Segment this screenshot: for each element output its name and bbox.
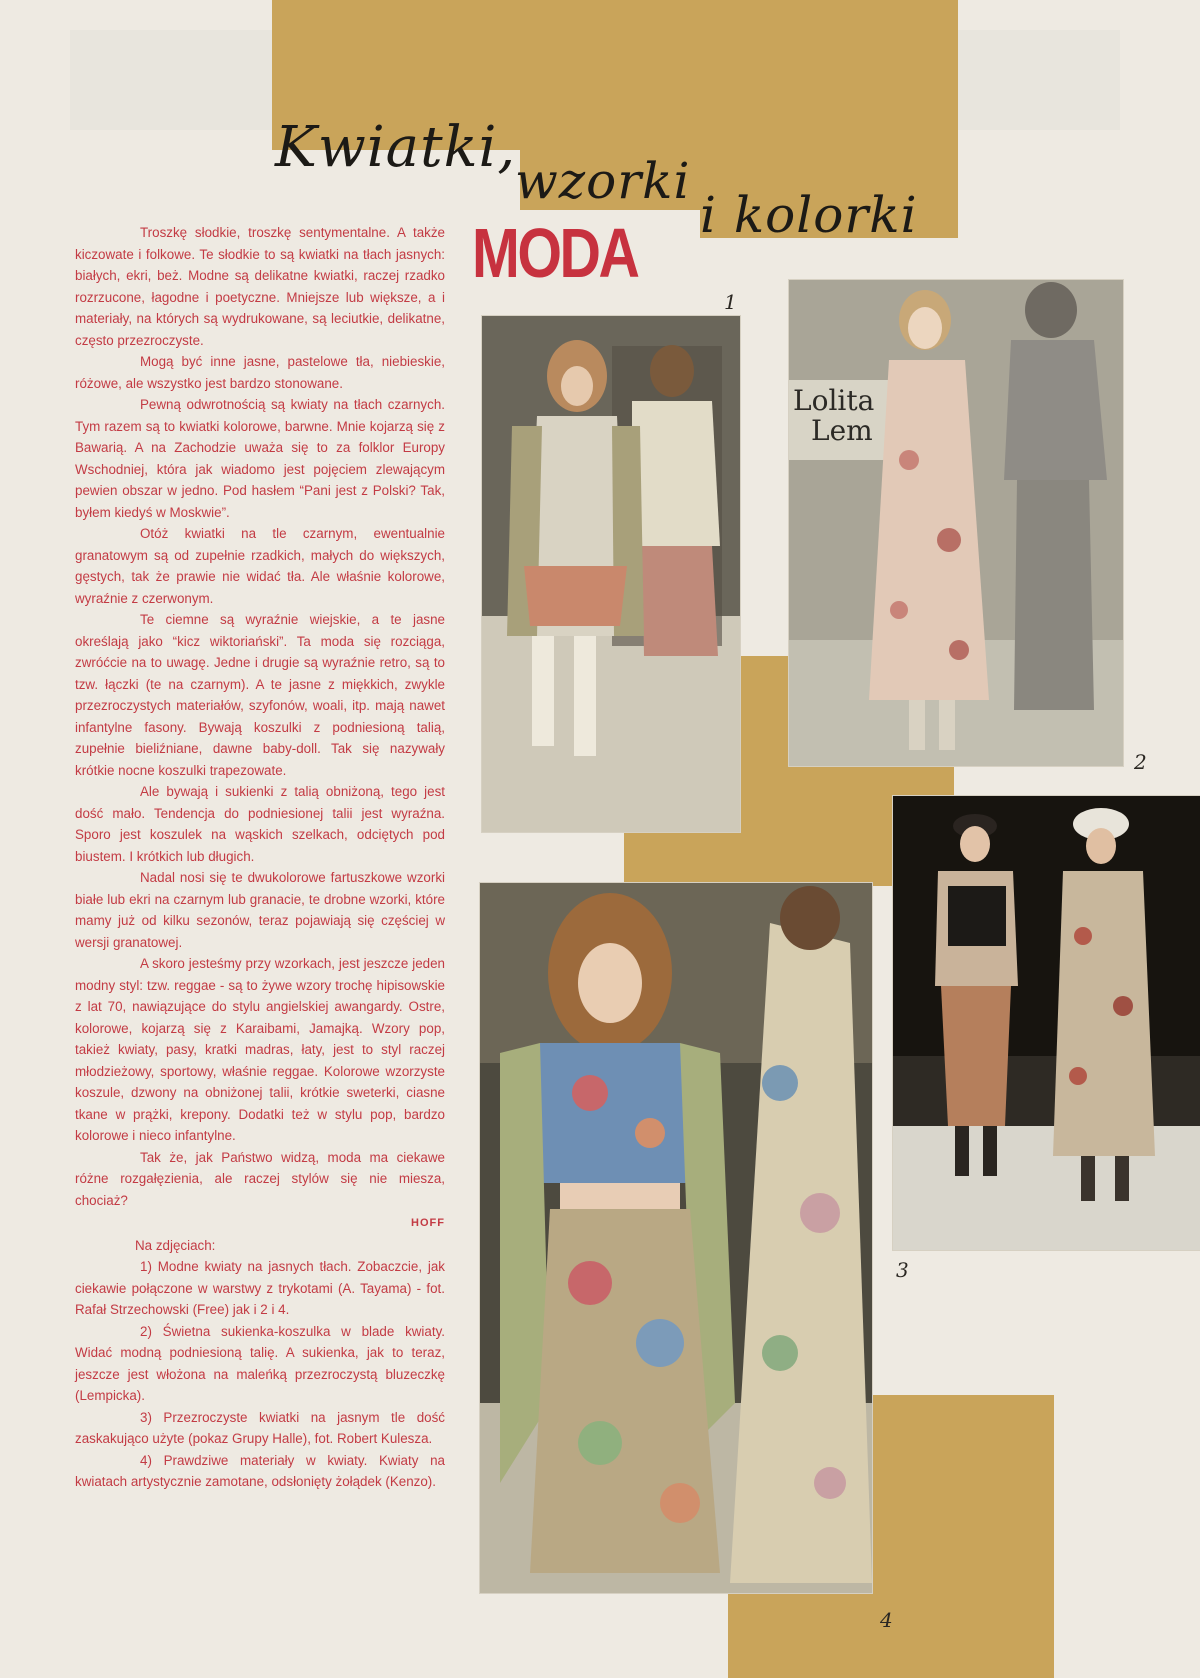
runway-photo-3 — [893, 796, 1200, 1250]
photo-caption: 2) Świetna sukienka-koszulka w blade kwiaty. Widać modną podniesioną talię. A sukienka, jak to teraz, jeszcze jest włożona na maleńką przezroczystą bluzeczkę (Lempicka). — [75, 1323, 445, 1403]
photo-caption: 1) Modne kwiaty na jasnych tłach. Zobaczcie, jak ciekawie połączone w warstwy z trykotami (A. Tayama) - fot. Rafał Strzechowski (Free) jak i 2 i 4. — [75, 1259, 445, 1317]
article-paragraph: Troszkę słodkie, troszkę sentymentalne. A także kiczowate i folkowe. Te słodkie to są kwiatki na tłach jasnych: białych, ekri, beż. Modne są delikatne kwiatki, raczej rzadko rozrzucone, łagodne i poetyczne. Mniejsze lub większe, a i materiały, na których są wydrukowane, są leciutkie, delikatne, często przezroczyste. — [75, 225, 445, 348]
article-paragraph: A skoro jesteśmy przy wzorkach, jest jeszcze jeden modny styl: tzw. reggae - są to żywe wzory trochę hipisowskie z lat 70, nawiązujące do stylu angielskiej awangardy. Ostre, kolorowe, kojarzą się z Karaibami, Jamajką. Wzory pop, takież kwiaty, pasy, kratki madras, łaty, jest to styl raczej młodzieżowy, sportowy, właśnie reggae. Kolorowe wzorzyste koszule, dzwony na obniżonej talii, krótkie sweterki, ciasne tkane w prążki, krepony. Dodatki też w stylu pop, bardzo kolorowe i nieco infantylne. — [75, 956, 445, 1143]
runway-photo-4 — [480, 883, 872, 1593]
article-body — [75, 222, 445, 1493]
article-paragraph: Nadal nosi się te dwukolorowe fartuszkowe wzorki białe lub ekri na czarnym lub granacie, te drobne wzorki, które mamy już od kilku sezonów, teraz pojawiają się częściej w wersji granatowej. — [75, 870, 445, 950]
article-paragraph: Otóż kwiatki na tle czarnym, ewentualnie granatowym są od zupełnie rzadkich, małych do większych, gęstych, tak że prawie nie widać tła. Ale właśnie kolorowe, wyraźnie z czerwonym. — [75, 526, 445, 606]
article-paragraph: Pewną odwrotnością są kwiaty na tłach czarnych. Tym razem są to kwiatki kolorowe, barwne. Mnie kojarzą się z Bawarią. A na Zachodzie uważa się to za folklor Europy Wschodniej, która jak wiadomo jest pojęciem zlewającym pewien obszar w jedno. Pod hasłem “Pani jest z Polski? Tak, byłem kiedyś w Moskwie”. — [75, 397, 445, 520]
photo-caption: 3) Przezroczyste kwiatki na jasnym tle dość zaskakująco użyte (pokaz Grupy Halle), fot. Robert Kulesza. — [75, 1409, 445, 1446]
photo-caption: 4) Prawdziwe materiały w kwiaty. Kwiaty na kwiatach artystycznie zamotane, odsłonięty żołądek (Kenzo). — [75, 1452, 445, 1489]
captions-heading: Na zdjęciach: — [135, 1237, 216, 1253]
title-line-3: i kolorki — [700, 186, 918, 244]
section-heading: MODA — [472, 214, 638, 292]
article-paragraph: Te ciemne są wyraźnie wiejskie, a te jasne określają jako “kicz wiktoriański”. Ta moda się rozciąga, zwróćcie na to uwagę. Jedne i drugie są wyraźnie retro, są to tzw. łączki (te na czarnym). A te jasne z miękkich, zwykle przezroczystych materiałów, szyfonów, woali, itp. mają nawet infantylne fasony. Bywają koszulki z podniesioną talią, zupełnie bieliźniane, dawne baby-doll. Tak się nazywały krótkie nocne koszulki trapezowate. — [75, 612, 445, 778]
runway-photo-1 — [482, 316, 740, 832]
author-signature: HOFF — [411, 1217, 445, 1229]
title-line-1: Kwiatki, — [275, 115, 517, 180]
lolita-lempicka-sign: Lolita — [793, 384, 875, 417]
photo-number-3: 3 — [896, 1258, 909, 1282]
runway-photo-2 — [789, 280, 1123, 766]
photo-number-4: 4 — [880, 1608, 893, 1632]
photo-number-2: 2 — [1134, 750, 1147, 774]
svg-text:Lem: Lem — [811, 414, 873, 447]
article-paragraph: Tak że, jak Państwo widzą, moda ma ciekawe różne rozgałęzienia, ale raczej stylów się nie miesza, chociaż? — [75, 1149, 445, 1208]
photo-number-1: 1 — [724, 290, 737, 314]
title-line-2: wzorki — [515, 152, 691, 210]
article-paragraph: Mogą być inne jasne, pastelowe tła, niebieskie, różowe, ale wszystko jest bardzo stonowane. — [75, 354, 445, 391]
article-paragraph: Ale bywają i sukienki z talią obniżoną, tego jest dość mało. Tendencja do podniesionej talii jest wyraźna. Sporo jest koszulek na wąskich szelkach, odciętych pod biustem. I krótkich lub długich. — [75, 784, 445, 864]
